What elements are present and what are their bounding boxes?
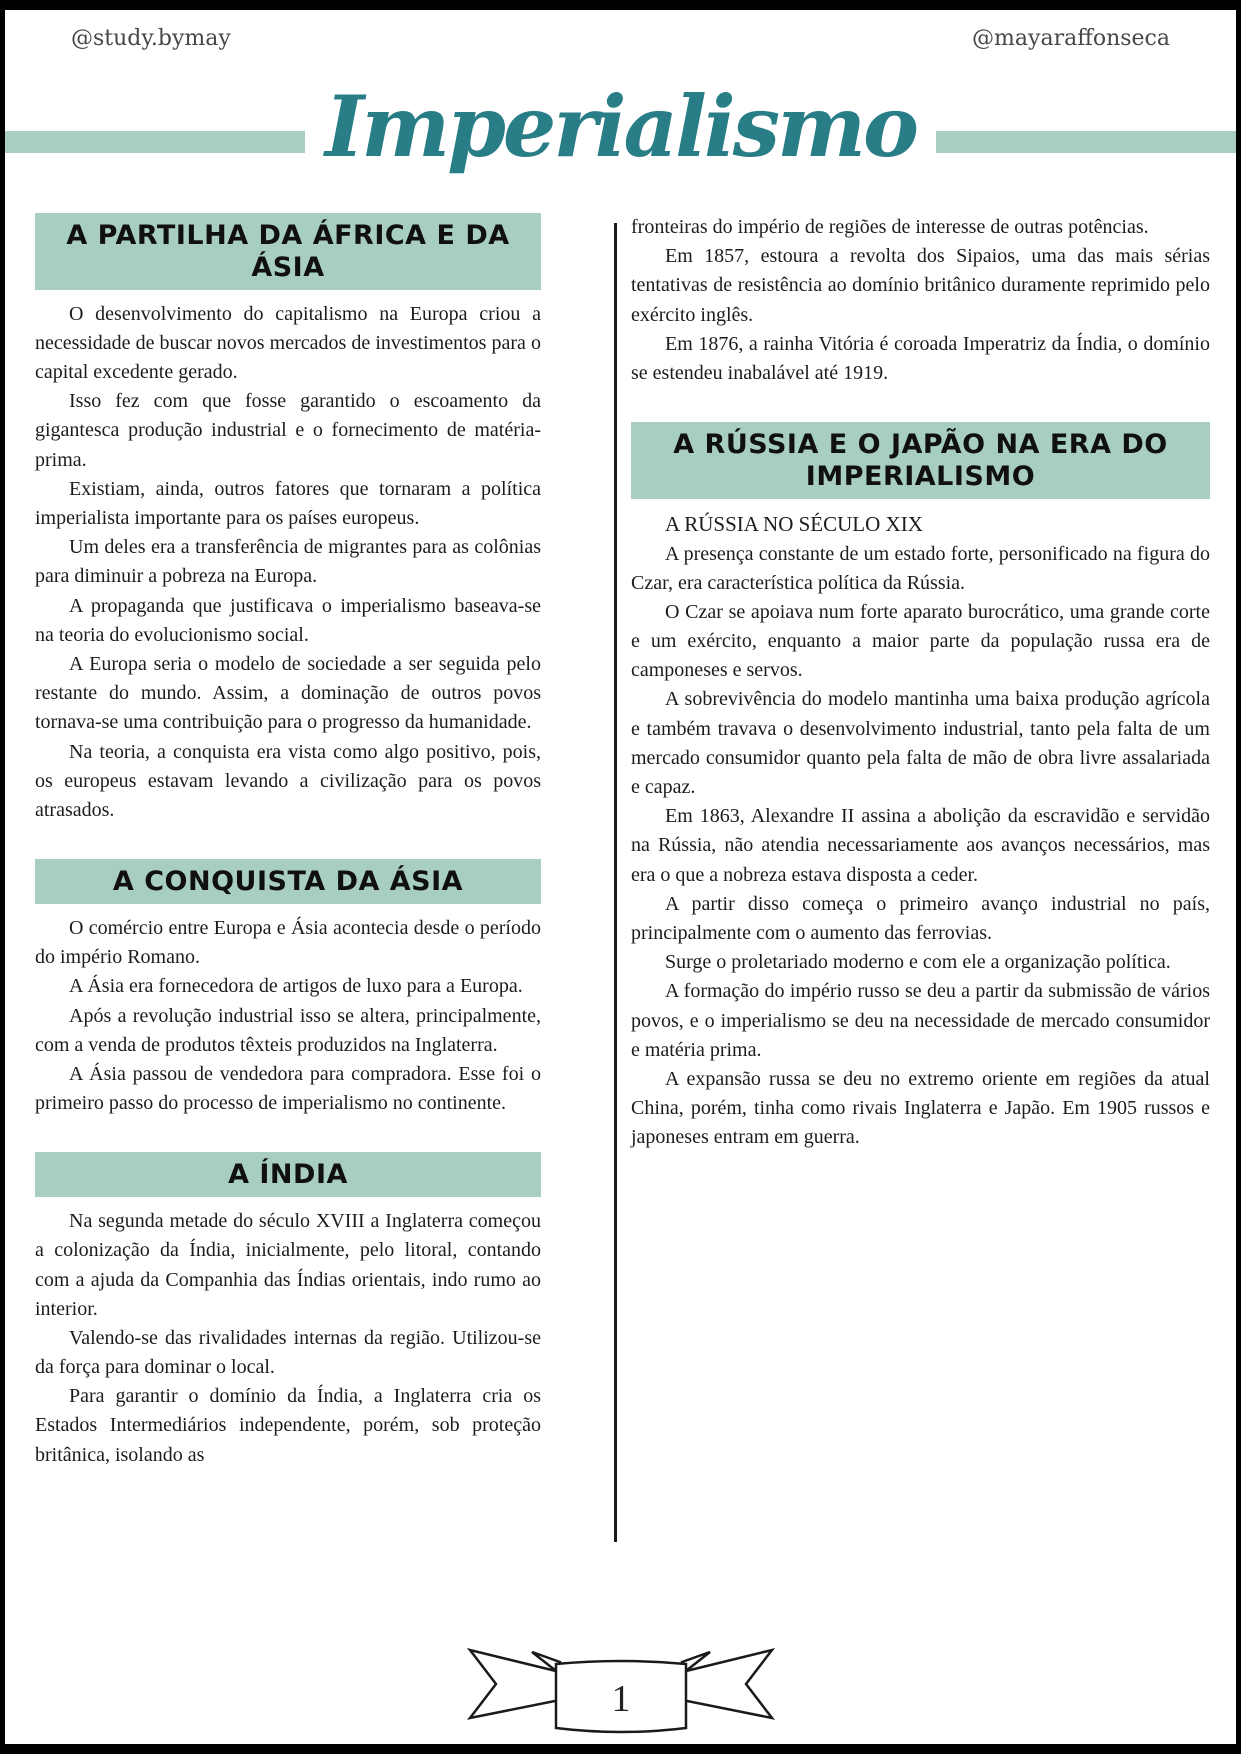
paragraph: fronteiras do império de regiões de interesse de outras potências. xyxy=(631,216,1149,238)
paragraph: A presença constante de um estado forte, personificado na figura do Czar, era característica política da Rússia. xyxy=(631,542,1210,594)
page-number: 1 xyxy=(611,1678,630,1720)
left-column xyxy=(35,213,541,1638)
paragraph: Isso fez com que fosse garantido o escoamento da gigantesca produção industrial e o fornecimento de matéria-prima. xyxy=(35,390,541,471)
page-header xyxy=(5,10,1236,205)
page-title: Imperialismo xyxy=(325,76,916,176)
section-heading-india: A ÍNDIA xyxy=(35,1152,541,1197)
handle-left: @study.bymay xyxy=(71,26,231,51)
paragraph: A partir disso começa o primeiro avanço industrial no país, principalmente com o aumento das ferrovias. xyxy=(631,892,1210,944)
continuation-paragraphs xyxy=(631,213,1210,388)
paragraph: Em 1857, estoura a revolta dos Sipaios, uma das mais sérias tentativas de resistência ao domínio britânico duramente reprimido pelo exército inglês. xyxy=(631,245,1210,326)
section-paragraphs xyxy=(35,1207,541,1470)
section-subheading-russia-seculo-xix: A RÚSSIA NO SÉCULO XIX xyxy=(665,511,923,536)
section-heading-conquista: A CONQUISTA DA ÁSIA xyxy=(35,859,541,904)
paragraph: O comércio entre Europa e Ásia acontecia desde o período do império Romano. xyxy=(35,916,541,969)
social-handles xyxy=(5,26,1236,51)
section-partilha-africa-asia xyxy=(35,213,541,825)
paragraph: A Ásia passou de vendedora para compradora. Esse foi o primeiro passo do processo de imperialismo no continente. xyxy=(35,1062,541,1115)
paragraph: Em 1863, Alexandre II assina a abolição da escravidão e servidão na Rússia, não atendia necessariamente aos avanços necessários, mas era o que a nobreza estava disposta a ceder. xyxy=(631,805,1210,886)
page-footer xyxy=(5,1638,1236,1744)
section-russia-japao xyxy=(631,422,1210,1152)
title-row xyxy=(5,55,1236,205)
paragraph: O desenvolvimento do capitalismo na Europa criou a necessidade de buscar novos mercados de investimentos para o capital excedente gerado. xyxy=(35,302,541,384)
section-paragraphs xyxy=(35,914,541,1118)
paragraph: A formação do império russo se deu a partir da submissão de vários povos, e o imperialismo se deu na necessidade de mercado consumidor e matéria prima. xyxy=(631,980,1210,1061)
section-heading-russia-japao: A RÚSSIA E O JAPÃO NA ERA DO IMPERIALISMO xyxy=(631,422,1210,499)
paragraph: Em 1876, a rainha Vitória é coroada Imperatriz da Índia, o domínio se estendeu inabalável até 1919. xyxy=(631,332,1210,384)
title-decoration-bar-right xyxy=(936,131,1236,153)
paragraph: A Ásia era fornecedora de artigos de luxo para a Europa. xyxy=(69,975,523,998)
two-column-content xyxy=(5,205,1236,1638)
handle-right: @mayaraffonseca xyxy=(972,26,1170,51)
paragraph: Surge o proletariado moderno e com ele a organização política. xyxy=(665,951,1171,974)
paragraph: Para garantir o domínio da Índia, a Inglaterra cria os Estados Intermediários independente, porém, sob proteção britânica, isolando as xyxy=(35,1385,541,1466)
column-divider xyxy=(614,223,617,1542)
paragraph: Um deles era a transferência de migrantes para as colônias para diminuir a pobreza na Europa. xyxy=(35,536,541,588)
right-column xyxy=(631,213,1236,1638)
section-paragraphs xyxy=(35,300,541,825)
paragraph: Existiam, ainda, outros fatores que tornaram a política imperialista importante para os países europeus. xyxy=(35,477,541,530)
paragraph: A expansão russa se deu no extremo oriente em regiões da atual China, porém, tinha como rivais Inglaterra e Japão. Em 1905 russos e japoneses entram em guerra. xyxy=(631,1067,1210,1149)
paragraph: Valendo-se das rivalidades internas da região. Utilizou-se da força para dominar o local. xyxy=(35,1326,541,1379)
page-number-ribbon xyxy=(456,1640,786,1740)
section-india xyxy=(35,1152,541,1470)
section-paragraphs xyxy=(631,540,1210,1153)
paragraph: A sobrevivência do modelo mantinha uma baixa produção agrícola e também travava o desenvolvimento industrial, tanto pela falta de um mercado consumidor quanto pela falta de mão de obra livre assalariada e capaz. xyxy=(631,688,1210,798)
paragraph: Na teoria, a conquista era vista como algo positivo, pois, os europeus estavam levando a civilização para os povos atrasados. xyxy=(35,740,541,821)
section-conquista-asia xyxy=(35,859,541,1118)
paragraph: Após a revolução industrial isso se altera, principalmente, com a venda de produtos têxteis produzidos na Inglaterra. xyxy=(35,1004,541,1056)
paragraph: O Czar se apoiava num forte aparato burocrático, uma grande corte e um exército, enquanto a maior parte da população russa era de camponeses e servos. xyxy=(631,600,1210,682)
paragraph: A Europa seria o modelo de sociedade a ser seguida pelo restante do mundo. Assim, a dominação de outros povos tornava-se uma contribuição para o progresso da humanidade. xyxy=(35,652,541,734)
section-heading-partilha: A PARTILHA DA ÁFRICA E DA ÁSIA xyxy=(35,213,541,290)
title-decoration-bar-left xyxy=(5,131,305,153)
paragraph: Na segunda metade do século XVIII a Inglaterra começou a colonização da Índia, inicialmente, pelo litoral, contando com a ajuda da Companhia das Índias orientais, indo rumo ao interior. xyxy=(35,1210,541,1320)
paragraph: A propaganda que justificava o imperialismo baseava-se na teoria do evolucionismo social. xyxy=(35,594,541,646)
